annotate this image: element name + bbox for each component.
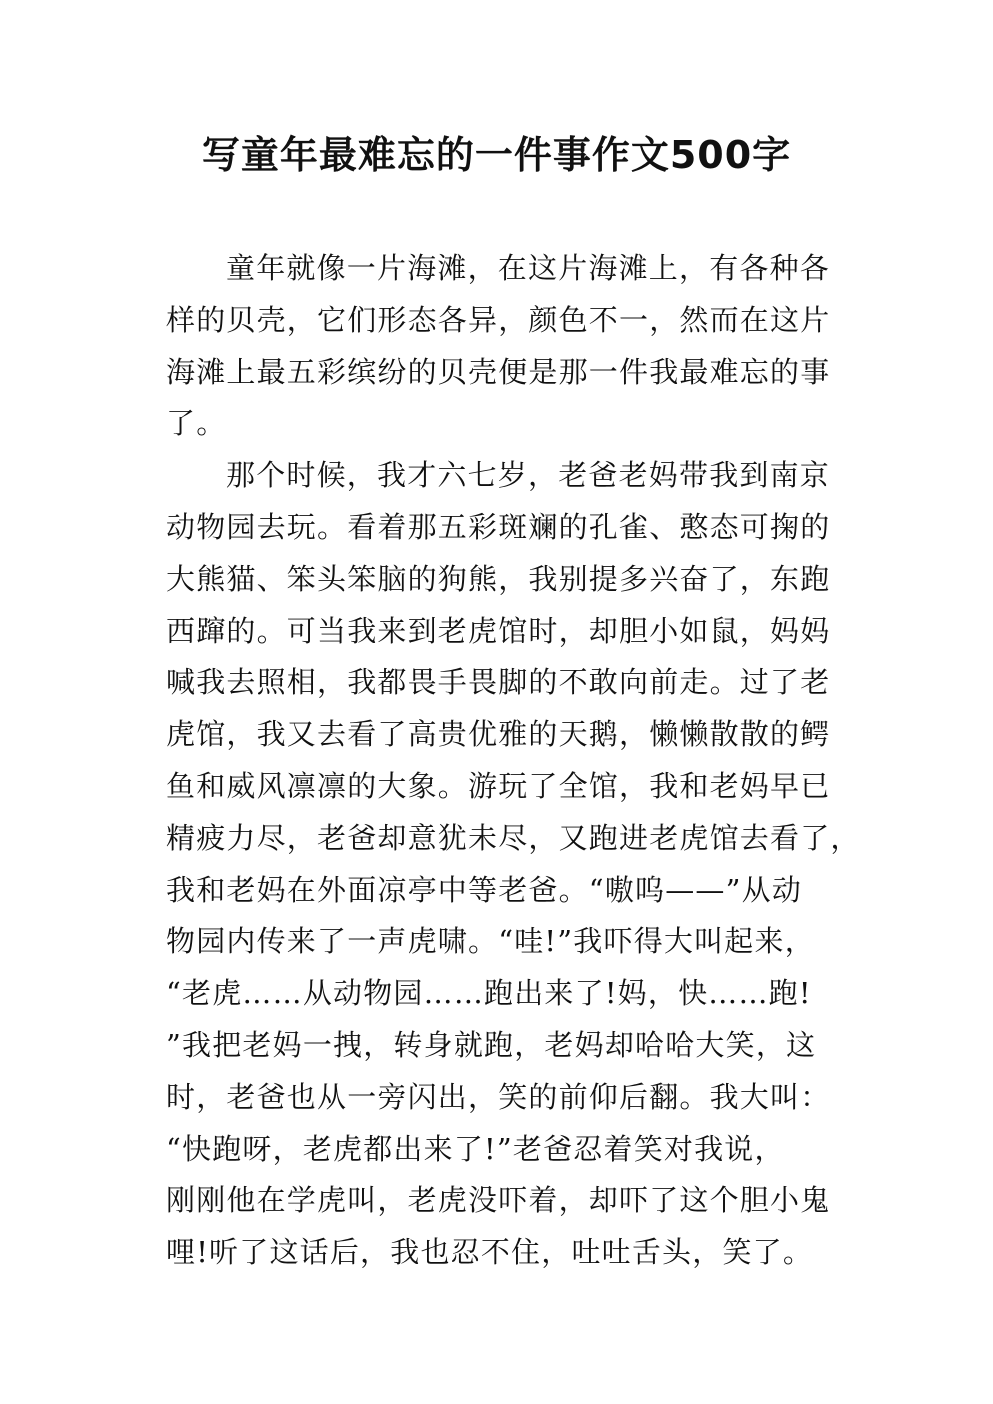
paragraph-line: 鱼和威风凛凛的大象。游玩了全馆，我和老妈早已 [166,769,831,803]
paragraph-line: 喊我去照相，我都畏手畏脚的不敢向前走。过了老 [166,665,831,700]
paragraph-line: 虎馆，我又去看了高贵优雅的天鹅，懒懒散散的鳄 [166,717,831,752]
paragraph-line: “快跑呀，老虎都出来了!”老爸忍着笑对我说， [166,1131,785,1166]
paragraph-line: ”我把老妈一拽，转身就跑，老妈却哈哈大笑，这 [166,1028,817,1062]
paragraph-line: 了。 [166,406,227,441]
paragraph-line: 精疲力尽，老爸却意犹未尽，又跑进老虎馆去看了， [166,820,861,855]
paragraph-line: 刚刚他在学虎叫，老虎没吓着，却吓了这个胆小鬼 [166,1183,831,1218]
paragraph-line: 样的贝壳，它们形态各异，颜色不一，然而在这片 [166,302,831,337]
paragraph-line: 童年就像一片海滩，在这片海滩上，有各种各 [226,251,831,285]
paragraph-line: 那个时候，我才六七岁，老爸老妈带我到南京 [226,458,831,493]
paragraph-line: 海滩上最五彩缤纷的贝壳便是那一件我最难忘的事 [166,354,831,389]
paragraph-line: 我和老妈在外面凉亭中等老爸。“嗷呜——”从动 [166,872,803,907]
paragraph-line: 哩!听了这话后，我也忍不住，吐吐舌头，笑了。 [166,1235,814,1270]
paragraph-line: “老虎……从动物园……跑出来了!妈，快……跑! [166,976,812,1011]
paragraph-line: 物园内传来了一声虎啸。“哇!”我吓得大叫起来， [166,924,815,959]
paragraph-line: 西蹿的。可当我来到老虎馆时，却胆小如鼠，妈妈 [166,613,831,648]
paragraph-line: 时，老爸也从一旁闪出，笑的前仰后翻。我大叫： [166,1079,831,1114]
paragraph-line: 大熊猫、笨头笨脑的狗熊，我别提多兴奋了，东跑 [166,561,831,596]
paragraph-line: 动物园去玩。看着那五彩斑斓的孔雀、憨态可掬的 [166,510,831,544]
document-title: 写童年最难忘的一件事作文500字 [201,133,792,177]
